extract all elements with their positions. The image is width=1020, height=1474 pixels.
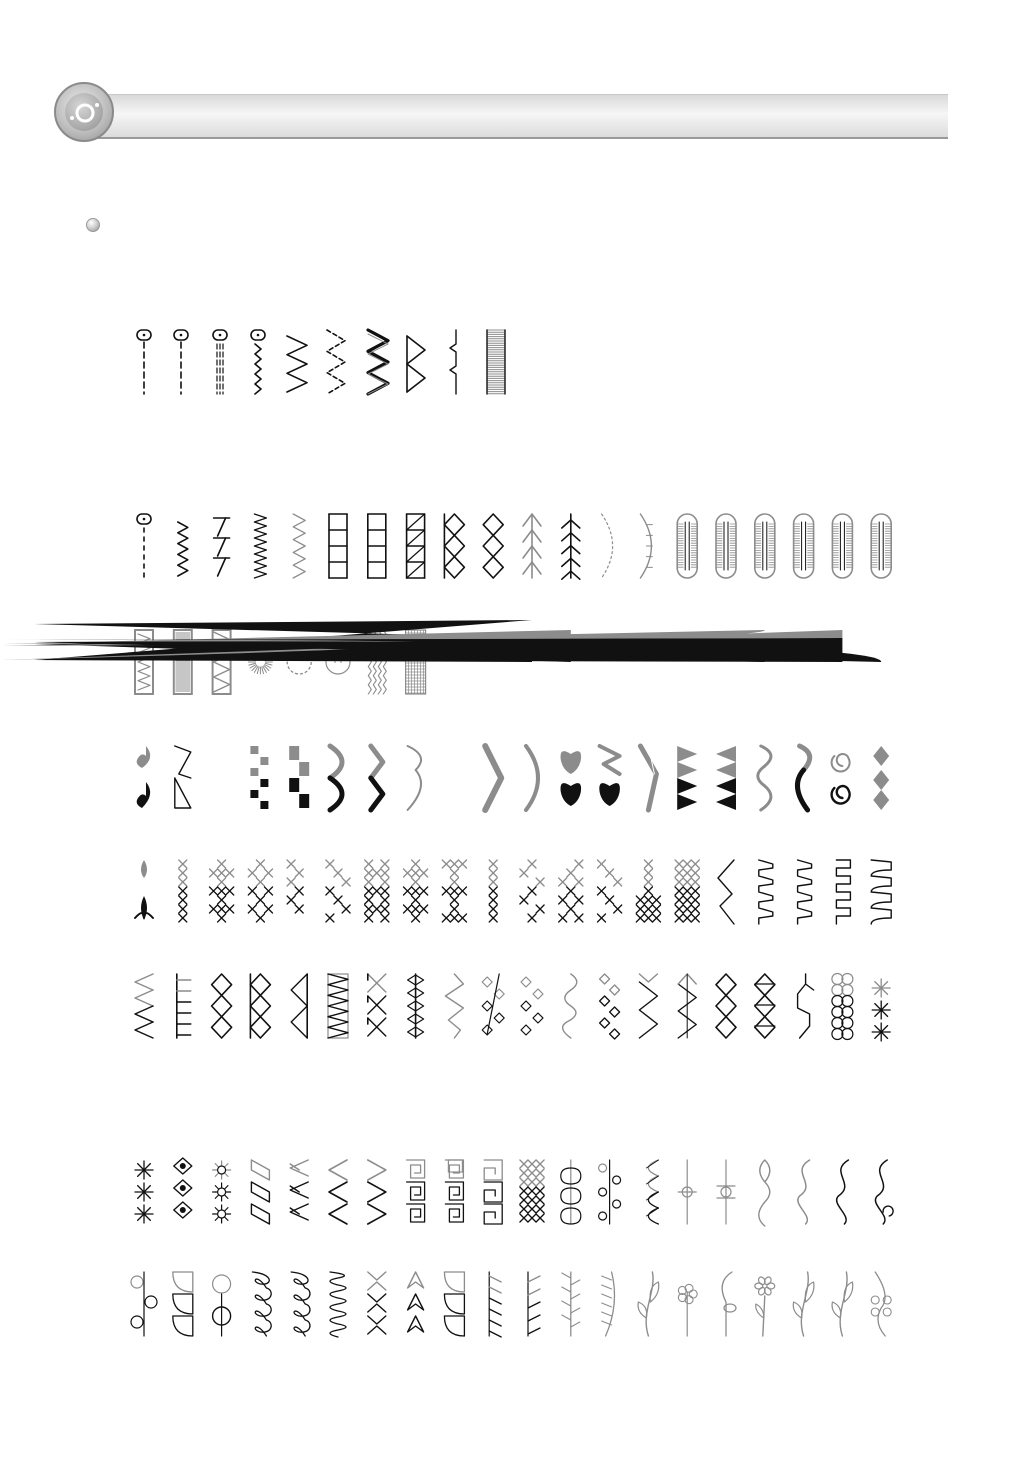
- stitch-pattern-icon: [135, 860, 153, 920]
- stitch-pattern-icon: [408, 974, 424, 1038]
- decorative-stitches-row-3: [0, 744, 1020, 816]
- stitch-pattern-icon: [602, 1272, 615, 1336]
- decorative-stitches-row-7: [0, 1270, 1020, 1342]
- stitch-pattern-icon: [177, 974, 191, 1038]
- stitch-pattern-icon: [640, 746, 656, 810]
- stitch-pattern-icon: [329, 1160, 347, 1224]
- stitch-pattern-icon: [212, 974, 232, 1038]
- stitch-pattern-icon: [250, 746, 268, 809]
- stitch-pattern-icon: [289, 746, 309, 808]
- stitch-pattern-icon: [798, 974, 814, 1038]
- stitch-pattern-icon: [561, 751, 582, 806]
- stitch-pattern-icon: [135, 1161, 153, 1223]
- stitch-pattern-icon: [678, 974, 696, 1038]
- stitch-pattern-icon: [251, 1160, 269, 1224]
- stitch-pattern-icon: [755, 974, 775, 1038]
- stitch-pattern-icon: [562, 1272, 580, 1336]
- stitch-pattern-icon: [797, 746, 809, 810]
- decorative-stitches-row-4: [0, 858, 1020, 930]
- header-bar: [94, 94, 948, 139]
- stitch-pattern-icon: [179, 860, 187, 922]
- stitch-pattern-icon: [135, 630, 153, 694]
- stitch-pattern-icon: [484, 1160, 502, 1224]
- stitch-pattern-icon: [718, 860, 734, 924]
- stitch-pattern-icon: [716, 746, 736, 810]
- stitch-pattern-icon: [832, 1272, 853, 1336]
- stitch-pattern-icon: [444, 1272, 464, 1336]
- sewing-machine-symbol-icon: [54, 82, 114, 142]
- stitch-pattern-icon: [793, 1272, 814, 1336]
- stitch-pattern-icon: [562, 514, 580, 579]
- stitch-pattern-icon: [368, 514, 386, 578]
- stitch-pattern-icon: [213, 1275, 231, 1336]
- stitch-pattern-icon: [329, 514, 347, 578]
- stitch-pattern-icon: [328, 974, 348, 1038]
- stitch-pattern-icon: [638, 1272, 659, 1336]
- stitch-pattern-icon: [759, 1160, 770, 1226]
- stitch-pattern-icon: [646, 1160, 658, 1224]
- stitch-pattern-icon: [759, 860, 773, 924]
- stitch-pattern-icon: [368, 330, 388, 394]
- stitch-pattern-icon: [330, 1272, 346, 1337]
- stitch-pattern-icon: [371, 746, 383, 810]
- stitch-pattern-icon: [875, 1160, 893, 1224]
- stitch-pattern-icon: [210, 860, 234, 922]
- stitch-pattern-icon: [832, 754, 850, 804]
- stitch-pattern-icon: [602, 514, 613, 578]
- stitch-pattern-icon: [677, 746, 697, 810]
- stitch-pattern-icon: [794, 514, 814, 578]
- stitch-pattern-icon: [871, 1272, 891, 1336]
- section-header: [54, 82, 948, 144]
- stitch-pattern-icon: [836, 860, 850, 924]
- stitch-pattern-icon: [408, 746, 421, 810]
- stitch-pattern-icon: [483, 514, 503, 578]
- stitch-pattern-icon: [523, 514, 541, 578]
- stitch-pattern-icon: [137, 514, 151, 578]
- stitch-pattern-icon: [290, 1160, 308, 1220]
- stitch-pattern-icon: [716, 974, 736, 1038]
- stitch-pattern-icon: [214, 518, 230, 576]
- stitch-pattern-icon: [407, 1160, 425, 1222]
- stitch-pattern-icon: [832, 974, 853, 1040]
- stitch-pattern-icon: [832, 514, 852, 578]
- stitch-pattern-icon: [489, 860, 497, 922]
- stitch-pattern-icon: [174, 1158, 192, 1218]
- stitch-pattern-icon: [175, 746, 191, 808]
- stitch-pattern-icon: [489, 1272, 501, 1337]
- stitch-pattern-icon: [520, 1160, 544, 1222]
- stitch-pattern-icon: [485, 746, 501, 810]
- stitch-pattern-icon: [487, 330, 505, 394]
- stitch-pattern-icon: [755, 1276, 775, 1336]
- stitch-pattern-icon: [445, 974, 463, 1038]
- stitch-pattern-icon: [252, 1272, 271, 1336]
- stitch-pattern-icon: [871, 860, 891, 924]
- stitch-pattern-icon: [137, 330, 151, 394]
- stitch-pattern-icon: [563, 974, 577, 1038]
- stitch-pattern-icon: [871, 514, 891, 578]
- stitch-pattern-icon: [291, 1272, 310, 1336]
- stitch-pattern-icon: [526, 746, 538, 810]
- stitch-pattern-icon: [798, 860, 812, 924]
- stitch-pattern-icon: [678, 1284, 697, 1336]
- stitch-pattern-icon: [722, 1272, 736, 1336]
- stitch-pattern-icon: [251, 330, 265, 394]
- stitch-pattern-icon: [755, 514, 775, 578]
- stitch-pattern-icon: [330, 746, 342, 810]
- stitch-pattern-icon: [598, 860, 622, 922]
- stitch-pattern-icon: [675, 860, 699, 922]
- stitch-pattern-icon: [717, 1160, 735, 1224]
- stitch-pattern-icon: [873, 746, 889, 810]
- decorative-stitches-row-5: [0, 972, 1020, 1044]
- gray-sphere-bullet-icon: [86, 218, 100, 232]
- decorative-stitches-row-1: [0, 512, 1020, 584]
- stitch-pattern-icon: [291, 974, 307, 1038]
- stitch-pattern-icon: [636, 860, 660, 922]
- stitch-pattern-icon: [444, 514, 464, 578]
- stitch-pattern-icon: [561, 1160, 581, 1224]
- stitch-pattern-icon: [287, 336, 307, 392]
- stitch-pattern-icon: [872, 979, 890, 1041]
- stitch-pattern-icon: [678, 1160, 696, 1224]
- decorative-stitches-row-6: [0, 1158, 1020, 1230]
- stitch-pattern-icon: [600, 974, 620, 1039]
- stitch-pattern-icon: [404, 860, 428, 922]
- stitch-pattern-icon: [599, 1160, 621, 1224]
- stitch-pattern-icon: [528, 1272, 540, 1336]
- stitch-pattern-icon: [368, 1272, 386, 1334]
- stitch-pattern-icon: [368, 974, 386, 1036]
- stitch-pattern-icon: [677, 514, 697, 578]
- stitch-pattern-icon: [327, 330, 345, 394]
- stitch-pattern-icon: [131, 1272, 157, 1336]
- stitch-pattern-icon: [173, 1272, 193, 1336]
- stitch-pattern-icon: [442, 860, 466, 922]
- stitch-pattern-icon: [408, 1272, 424, 1332]
- stitch-pattern-icon: [368, 1160, 386, 1224]
- stitch-pattern-icon: [520, 860, 544, 922]
- stitch-pattern-icon: [559, 860, 583, 922]
- stitch-pattern-icon: [482, 974, 504, 1035]
- stitch-pattern-icon: [254, 514, 266, 578]
- stitch-pattern-icon: [798, 1160, 810, 1224]
- stitch-pattern-icon: [213, 330, 227, 394]
- stitch-pattern-icon: [326, 860, 350, 922]
- stitch-pattern-icon: [248, 860, 272, 922]
- stitch-pattern-icon: [640, 514, 652, 578]
- stitch-pattern-icon: [365, 860, 389, 922]
- stitch-pattern-icon: [445, 1160, 463, 1222]
- stitch-pattern-icon: [407, 514, 425, 578]
- stitch-pattern-icon: [174, 330, 188, 394]
- stitch-pattern-icon: [639, 974, 657, 1038]
- stitch-pattern-icon: [599, 746, 620, 806]
- decorative-stitches-row-2: [0, 628, 1020, 700]
- stitch-pattern-icon: [716, 514, 736, 578]
- stitch-pattern-icon: [293, 514, 305, 578]
- stitch-pattern-icon: [521, 977, 543, 1035]
- stitch-pattern-icon: [135, 974, 153, 1038]
- stitch-pattern-icon: [178, 522, 188, 576]
- stitch-pattern-icon: [287, 860, 303, 913]
- utility-stitches-row: [0, 328, 1020, 400]
- stitch-pattern-icon: [837, 1160, 849, 1224]
- stitch-pattern-icon: [758, 746, 771, 810]
- stitch-pattern-icon: [137, 746, 151, 808]
- stitch-pattern-icon: [250, 974, 270, 1038]
- stitch-pattern-icon: [407, 336, 425, 392]
- stitch-pattern-icon: [450, 330, 456, 394]
- stitch-pattern-icon: [213, 1161, 231, 1223]
